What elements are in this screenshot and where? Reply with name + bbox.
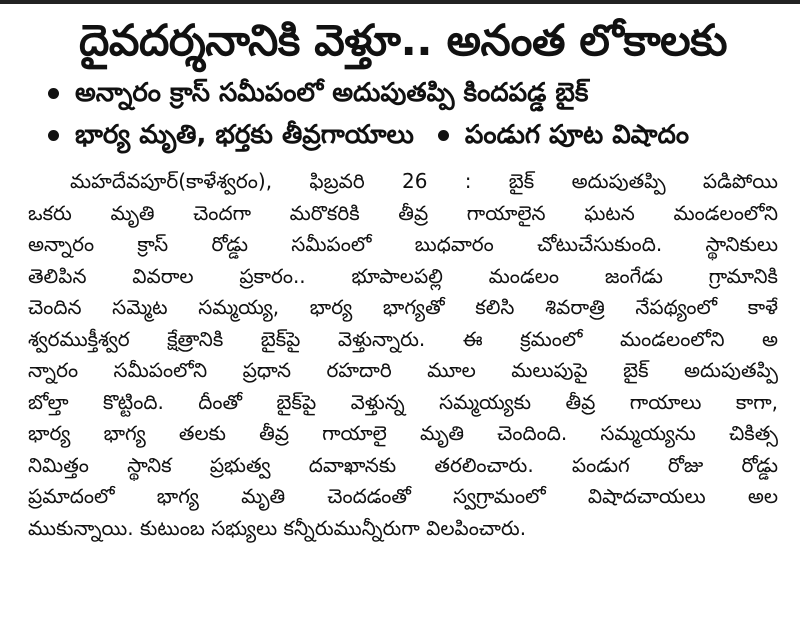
bullet-icon (48, 130, 59, 141)
body-line: భార్య భాగ్య తలకు తీవ్ర గాయాలై మృతి చెందింది. సమ్మయ్యను చికిత్స (28, 421, 778, 445)
bullet-icon (438, 130, 449, 141)
top-border-rule (0, 0, 800, 4)
subhead-line-1 (28, 72, 778, 114)
article-body (28, 166, 778, 544)
bullet-icon (48, 88, 59, 99)
subhead-text: పండుగ పూట విషాదం (464, 120, 690, 150)
subhead-line-2 (28, 114, 778, 156)
body-line: న్నారం సమీపంలోని ప్రధాన రహదారి మూల మలుపుపై బైక్‌ అదుపుతప్పి (28, 358, 778, 382)
body-line: చెందిన సమ్మెట సమ్మయ్య, భార్య భాగ్యతో కలిసి శివరాత్రి నేపథ్యంలో కాళే (28, 295, 778, 319)
body-line: శ్వరముక్తీశ్వర క్షేత్రానికి బైక్‌పై వెళ్తున్నారు. ఈ క్రమంలో మండలంలోని అ (28, 326, 778, 351)
body-line: ఒకరు మృతి చెందగా మరొకరికి తీవ్ర గాయాలైన ఘటన మండలంలోని (28, 200, 778, 225)
body-line: మహదేవపూర్‌(కాళేశ్వరం), ఫిబ్రవరి 26 : బైక్‌ అదుపుతప్పి పడిపోయి (70, 169, 778, 193)
headline: దైవదర్శనానికి వెళ్తూ.. అనంత లోకాలకు (79, 16, 727, 66)
body-line: బోల్తా కొట్టింది. దీంతో బైక్‌పై వెళ్తున్న సమ్మయ్యకు తీవ్ర గాయాలు కాగా, (28, 389, 778, 414)
subhead-text: భార్య మృతి, భర్తకు తీవ్రగాయాలు (75, 120, 414, 150)
body-line: నిమిత్తం స్థానిక ప్రభుత్వ దవాఖానకు తరలించారు. పండుగ రోజు రోడ్డు (28, 452, 778, 477)
body-line: ప్రమాదంలో భాగ్య మృతి చెందడంతో స్వగ్రామంలో విషాదచాయలు అల (28, 484, 778, 508)
body-line: ముకున్నాయి. కుటుంబ సభ్యులు కన్నీరుమున్నీరుగా విలపించారు. (28, 515, 527, 540)
body-line: అన్నారం క్రాస్‌ రోడ్డు సమీపంలో బుధవారం చోటుచేసుకుంది. స్థానికులు (28, 232, 778, 256)
subheads (28, 72, 778, 156)
subhead-text: అన్నారం క్రాస్‌ సమీపంలో అదుపుతప్పి కిందపడ్డ బైక్‌ (75, 78, 589, 108)
body-line: తెలిపిన వివరాల ప్రకారం.. భూపాలపల్లి మండలం జంగేడు గ్రామానికి (28, 263, 778, 288)
